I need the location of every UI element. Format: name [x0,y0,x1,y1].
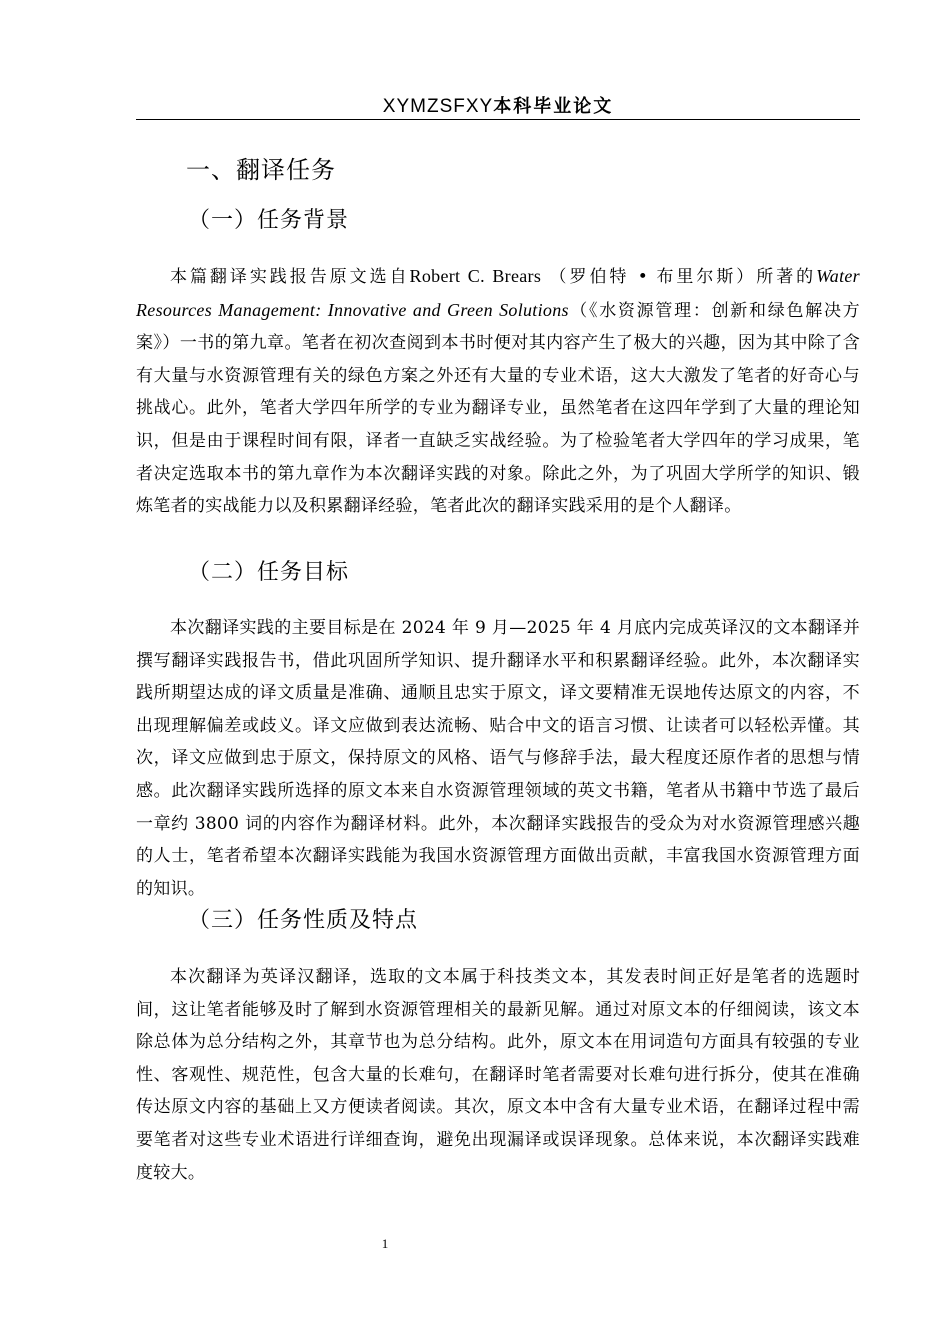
header-rule [136,119,860,120]
section-heading-background: （一）任务背景 [188,208,350,233]
author-name-en: Robert C. Brears [409,266,542,286]
paragraph-background [136,260,860,523]
page-number: 1 [381,1236,389,1251]
paragraph-background-post: （《水资源管理：创新和绿色解决方案》）一书的第九章。笔者在初次查阅到本书时便对其内容产生了极大的兴趣，因为其中除了含有大量与水资源管理有关的绿色方案之外还有大量的专业术语，这大大激发了笔者的好奇心与挑战心。此外，笔者大学四年所学的专业为翻译专业，虽然笔者在这四年学到了大量的理论知识，但是由于课程时间有限，译者一直缺乏实战经验。为了检验笔者大学四年的学习成果，笔者决定选取本书的第九章作为本次翻译实践的对象。除此之外，为了巩固大学所学的知识、锻炼笔者的实战能力以及积累翻译经验，笔者此次的翻译实践采用的是个人翻译。 [136,300,860,517]
book-title-en: Water Resources Management: Innovative and Green Solutions [136,266,860,320]
paragraph-goals: 本次翻译实践的主要目标是在 2024 年 9 月—2025 年 4 月底内完成英译汉的文本翻译并撰写翻译实践报告书，借此巩固所学知识、提升翻译水平和积累翻译经验。此外，本次翻译实践所期望达成的译文质量是准确、通顺且忠实于原文，译文要精准无误地传达原文的内容，不出现理解偏差或歧义。译文应做到表达流畅、贴合中文的语言习惯、让读者可以轻松弄懂。其次，译文应做到忠于原文，保持原文的风格、语气与修辞手法，最大程度还原作者的思想与情感。此次翻译实践所选择的原文本来自水资源管理领域的英文书籍，笔者从书籍中节选了最后一章约 3800 词的内容作为翻译材料。此外，本次翻译实践报告的受众为对水资源管理感兴趣的人士，笔者希望本次翻译实践能为我国水资源管理方面做出贡献，丰富我国水资源管理方面的知识。 [136,618,860,899]
page-header [136,93,860,120]
section-heading-nature: （三）任务性质及特点 [188,908,419,933]
header-title: 本科毕业论文 [493,96,614,117]
section-heading-goals: （二）任务目标 [188,560,350,585]
paragraph-nature: 本次翻译为英译汉翻译，选取的文本属于科技类文本，其发表时间正好是笔者的选题时间，这让笔者能够及时了解到水资源管理相关的最新见解。通过对原文本的仔细阅读，该文本除总体为总分结构之外，其章节也为总分结构。此外，原文本在用词造句方面具有较强的专业性、客观性、规范性，包含大量的长难句，在翻译时笔者需要对长难句进行拆分，使其在准确传达原文内容的基础上又方便读者阅读。其次，原文本中含有大量专业术语，在翻译过程中需要笔者对这些专业术语进行详细查询，避免出现漏译或误译现象。总体来说，本次翻译实践难度较大。 [136,967,860,1183]
author-name-cn: （罗伯特 • 布里尔斯）所著的 [549,267,817,287]
paragraph-background-pre: 本篇翻译实践报告原文选自 [170,267,410,287]
chapter-heading: 一、翻译任务 [186,156,336,184]
header-code: XYMZSFXY [382,96,494,117]
